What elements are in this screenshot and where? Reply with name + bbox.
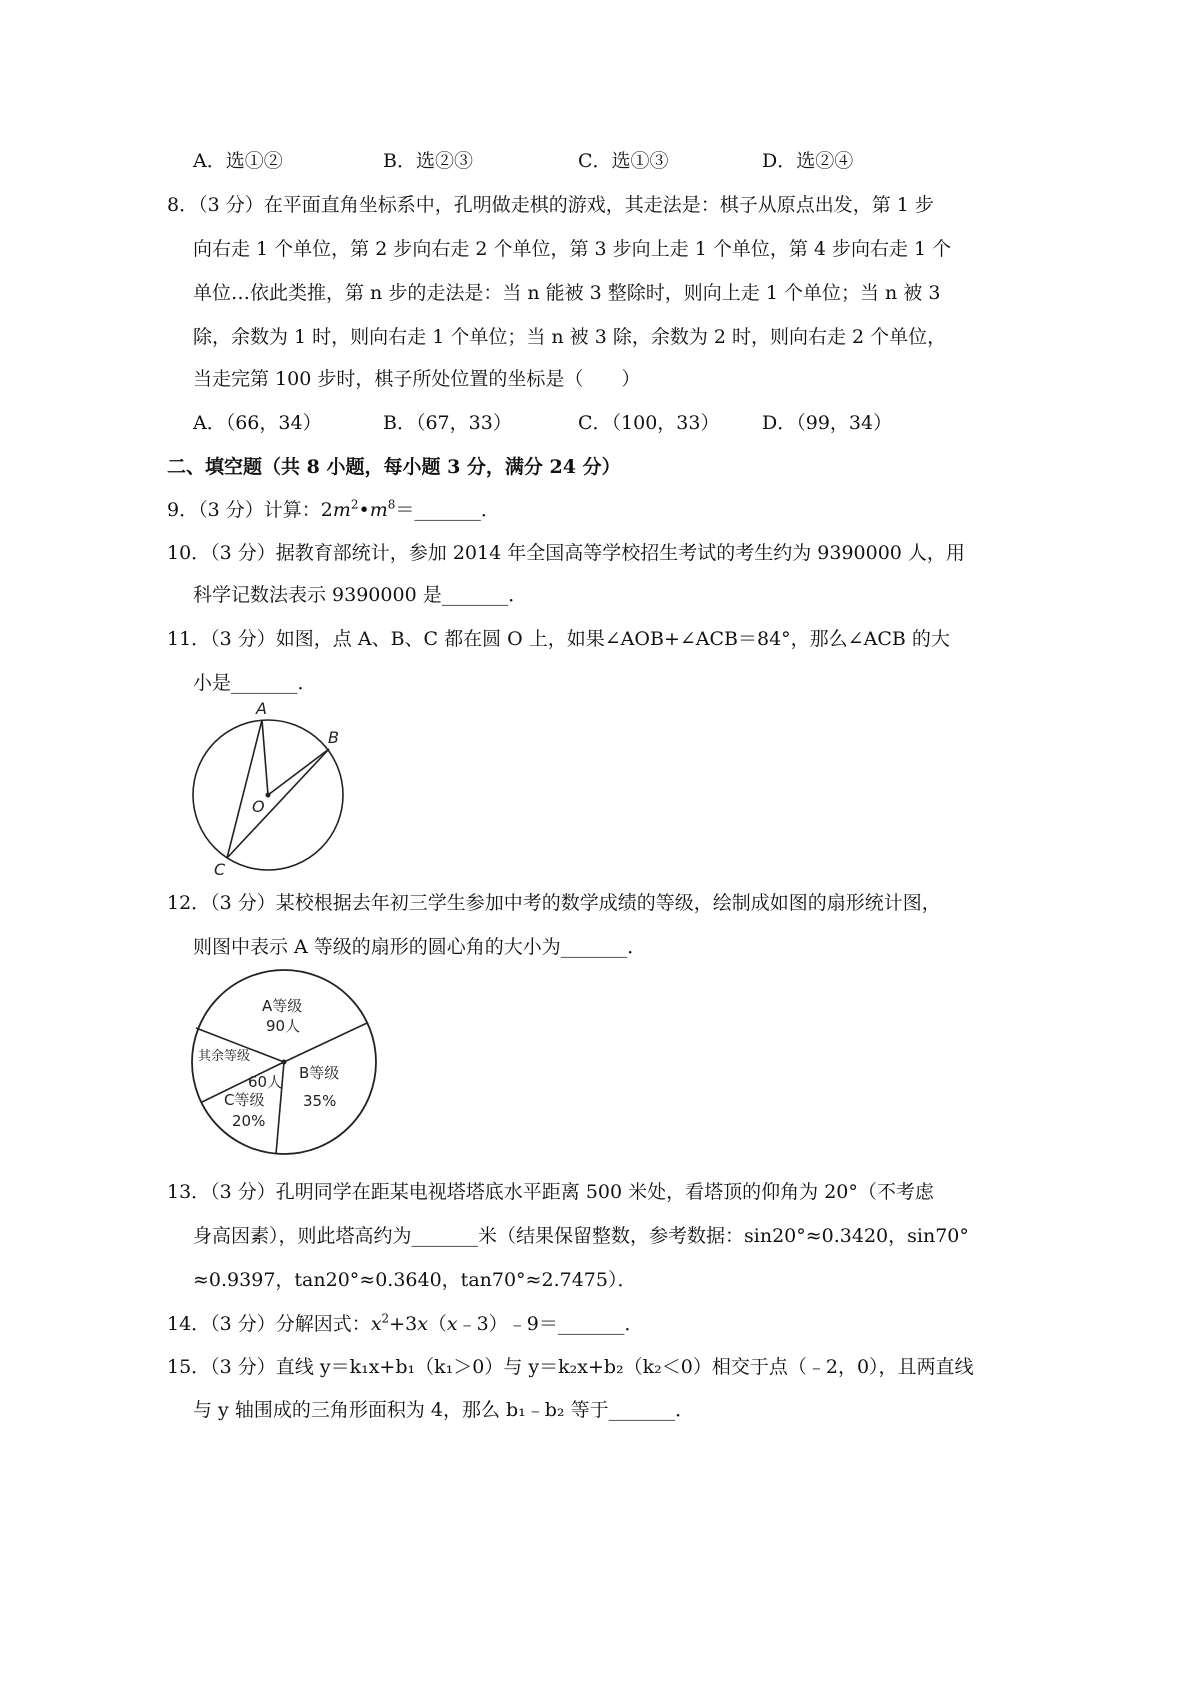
q14-rest-2: （ <box>427 1313 447 1335</box>
q14-rest-1: +3 <box>389 1313 418 1335</box>
q8-line-5: 当走完第 100 步时，棋子所处位置的坐标是（ ） <box>193 368 641 390</box>
q9-var-m1: m <box>332 499 351 521</box>
q9-exp-1: 2 <box>350 497 359 512</box>
q14-exp: 2 <box>381 1311 390 1326</box>
q12-label-a-name: A等级 <box>262 997 303 1015</box>
q9-exp-2: 8 <box>387 497 396 512</box>
q13-line-3: ≈0.9397，tan20°≈0.3640，tan70°≈2.7475）． <box>193 1269 637 1291</box>
q7-option-b: B．选②③ <box>383 150 473 172</box>
q11-radius-ob <box>268 749 329 795</box>
q11-radius-oa <box>262 720 268 795</box>
q12-label-b-name: B等级 <box>299 1064 340 1082</box>
q7-option-d: D．选②④ <box>762 150 854 172</box>
q12-label-a-value: 90人 <box>266 1017 301 1035</box>
q7-option-a: A．选①② <box>193 150 283 172</box>
q10-line-1: 10．（3 分）据教育部统计，参加 2014 年全国高等学校招生考试的考生约为 9390000 人，用 <box>167 542 965 564</box>
q14-prefix: 14．（3 分）分解因式： <box>167 1313 371 1335</box>
q9-line <box>167 495 500 522</box>
q14-rest-3: ﹣3）﹣9＝_______． <box>457 1313 644 1335</box>
q12-pie-chart <box>186 965 386 1165</box>
q15-line-2: 与 y 轴围成的三角形面积为 4，那么 b₁﹣b₂ 等于_______． <box>193 1399 695 1421</box>
section-2-heading: 二、填空题（共 8 小题，每小题 3 分，满分 24 分） <box>167 456 621 478</box>
q9-dot: • <box>358 499 370 521</box>
q11-circle-figure <box>180 695 360 885</box>
q11-label-o: O <box>252 797 265 816</box>
q11-label-c: C <box>214 860 226 879</box>
q8-option-d: D．（99，34） <box>762 412 893 434</box>
q13-line-1: 13．（3 分）孔明同学在距某电视塔塔底水平距离 500 米处，看塔顶的仰角为 20°（不考虑 <box>167 1181 934 1203</box>
q11-label-b: B <box>328 728 339 747</box>
q9-suffix: ＝_______． <box>395 499 500 521</box>
q14-var-x3: x <box>446 1313 458 1335</box>
q10-line-2: 科学记数法表示 9390000 是_______． <box>193 584 528 606</box>
q12-line-1: 12．（3 分）某校根据去年初三学生参加中考的数学成绩的等级，绘制成如图的扇形统计图， <box>167 892 941 914</box>
q14-var-x1: x <box>370 1313 382 1335</box>
q12-label-c-name: C等级 <box>224 1091 265 1109</box>
q8-option-c: C．（100，33） <box>578 412 720 434</box>
q12-line-2: 则图中表示 A 等级的扇形的圆心角的大小为_______． <box>193 936 647 958</box>
q13-line-2: 身高因素），则此塔高约为_______米（结果保留整数，参考数据：sin20°≈0.3420，sin70° <box>193 1225 969 1247</box>
q8-line-4: 除，余数为 1 时，则向右走 1 个单位；当 n 被 3 除，余数为 2 时，则向右走 2 个单位， <box>193 326 947 348</box>
q11-chord-ac <box>227 720 262 858</box>
q8-option-a: A．（66，34） <box>193 412 322 434</box>
q12-label-other-name: 其余等级 <box>198 1049 251 1064</box>
q8-line-2: 向右走 1 个单位，第 2 步向右走 2 个单位，第 3 步向上走 1 个单位，第 4 步向右走 1 个 <box>193 238 952 260</box>
q11-line-1: 11．（3 分）如图，点 A、B、C 都在圆 O 上，如果∠AOB+∠ACB＝84°，那么∠ACB 的大 <box>167 628 950 650</box>
q12-label-b-value: 35% <box>303 1092 337 1110</box>
q12-label-c-value: 20% <box>232 1112 266 1130</box>
q7-option-c: C．选①③ <box>578 150 669 172</box>
q11-line-2: 小是_______． <box>193 672 317 694</box>
q11-chord-cb <box>227 749 329 858</box>
q9-prefix: 9．（3 分）计算：2 <box>167 499 333 521</box>
q12-label-other-value: 60人 <box>248 1073 283 1091</box>
q12-center-dot <box>282 1060 287 1065</box>
q11-center-dot <box>266 793 271 798</box>
q14-line <box>167 1309 643 1336</box>
q14-var-x2: x <box>417 1313 428 1335</box>
q11-label-a: A <box>256 699 267 718</box>
q8-option-b: B．（67，33） <box>383 412 512 434</box>
q15-line-1: 15．（3 分）直线 y＝k₁x+b₁（k₁＞0）与 y＝k₂x+b₂（k₂＜0）相交于点（﹣2，0），且两直线 <box>167 1356 974 1378</box>
q8-line-1: 8．（3 分）在平面直角坐标系中，孔明做走棋的游戏，其走法是：棋子从原点出发，第 1 步 <box>167 194 934 216</box>
q9-var-m2: m <box>369 499 388 521</box>
q8-line-3: 单位…依此类推，第 n 步的走法是：当 n 能被 3 整除时，则向上走 1 个单位；当 n 被 3 <box>193 282 941 304</box>
